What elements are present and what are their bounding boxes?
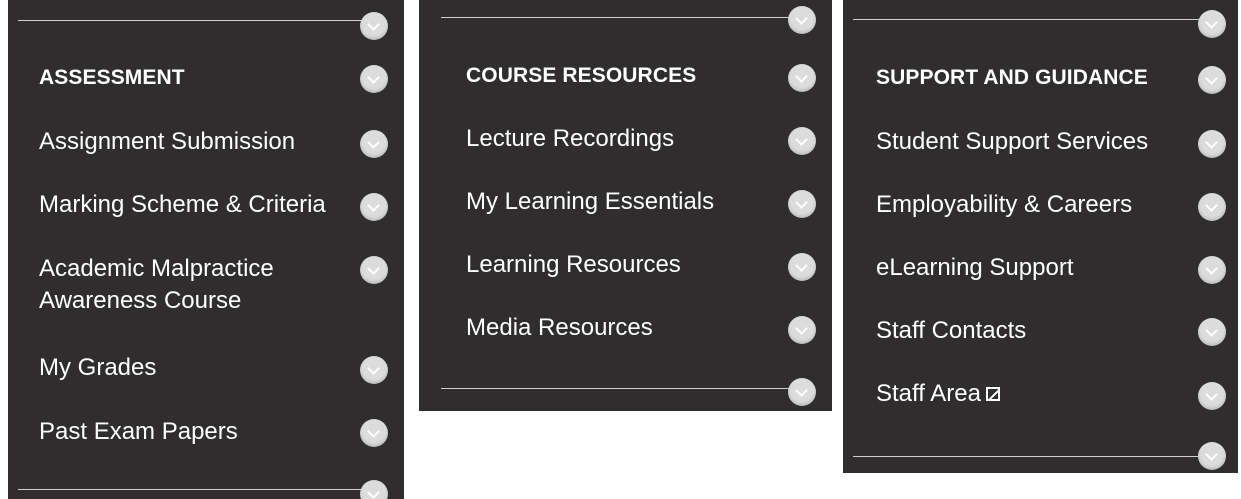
collapse-menu-icon[interactable] <box>1198 10 1226 38</box>
chevron-down-icon[interactable] <box>1198 66 1226 94</box>
chevron-down-icon[interactable] <box>360 256 388 284</box>
menu-item-label-line2: Awareness Course <box>39 287 242 314</box>
bottom-divider <box>18 489 374 490</box>
menu-item-label-line1: Academic Malpractice <box>39 255 274 282</box>
assessment-menu-panel <box>8 0 404 499</box>
menu-item-student-support-services[interactable]: Student Support Services <box>876 128 1149 155</box>
section-header-assessment: ASSESSMENT <box>39 66 185 89</box>
menu-item-label: Staff Area <box>876 380 981 407</box>
top-divider <box>18 20 374 21</box>
chevron-down-icon[interactable] <box>788 64 816 92</box>
menu-item-assignment-submission[interactable]: Assignment Submission <box>39 128 296 155</box>
menu-item-lecture-recordings[interactable]: Lecture Recordings <box>466 125 675 152</box>
chevron-down-icon[interactable] <box>788 127 816 155</box>
menu-item-elearning-support[interactable]: eLearning Support <box>876 254 1074 281</box>
expand-menu-icon[interactable] <box>360 480 388 499</box>
expand-menu-icon[interactable] <box>788 378 816 406</box>
collapse-menu-icon[interactable] <box>360 12 388 40</box>
chevron-down-icon[interactable] <box>1198 193 1226 221</box>
chevron-down-icon[interactable] <box>1198 382 1226 410</box>
expand-menu-icon[interactable] <box>1198 442 1226 470</box>
chevron-down-icon[interactable] <box>360 193 388 221</box>
chevron-down-icon[interactable] <box>788 316 816 344</box>
chevron-down-icon[interactable] <box>788 190 816 218</box>
menu-item-academic-malpractice[interactable] <box>39 253 274 317</box>
bottom-divider <box>441 388 801 389</box>
menu-item-media-resources[interactable]: Media Resources <box>466 314 653 341</box>
support-guidance-menu-panel <box>843 0 1238 473</box>
menu-item-past-exam-papers[interactable]: Past Exam Papers <box>39 418 238 445</box>
chevron-down-icon[interactable] <box>360 356 388 384</box>
chevron-down-icon[interactable] <box>788 253 816 281</box>
chevron-down-icon[interactable] <box>1198 318 1226 346</box>
chevron-down-icon[interactable] <box>360 65 388 93</box>
course-resources-menu-panel <box>419 0 832 411</box>
top-divider <box>853 19 1208 20</box>
menu-item-employability-careers[interactable]: Employability & Careers <box>876 191 1133 218</box>
top-divider <box>441 17 801 18</box>
menu-item-staff-area[interactable] <box>876 378 1000 410</box>
menu-item-my-learning-essentials[interactable]: My Learning Essentials <box>466 188 715 215</box>
chevron-down-icon[interactable] <box>1198 256 1226 284</box>
external-link-icon <box>986 387 1000 401</box>
menu-item-my-grades[interactable]: My Grades <box>39 354 157 381</box>
chevron-down-icon[interactable] <box>360 130 388 158</box>
menu-item-marking-scheme[interactable]: Marking Scheme & Criteria <box>39 191 326 218</box>
chevron-down-icon[interactable] <box>360 419 388 447</box>
menu-item-learning-resources[interactable]: Learning Resources <box>466 251 681 278</box>
collapse-menu-icon[interactable] <box>788 6 816 34</box>
section-header-support-guidance: SUPPORT AND GUIDANCE <box>876 66 1148 89</box>
section-header-course-resources: COURSE RESOURCES <box>466 64 697 87</box>
menu-item-staff-contacts[interactable]: Staff Contacts <box>876 317 1027 344</box>
bottom-divider <box>853 456 1208 457</box>
chevron-down-icon[interactable] <box>1198 130 1226 158</box>
